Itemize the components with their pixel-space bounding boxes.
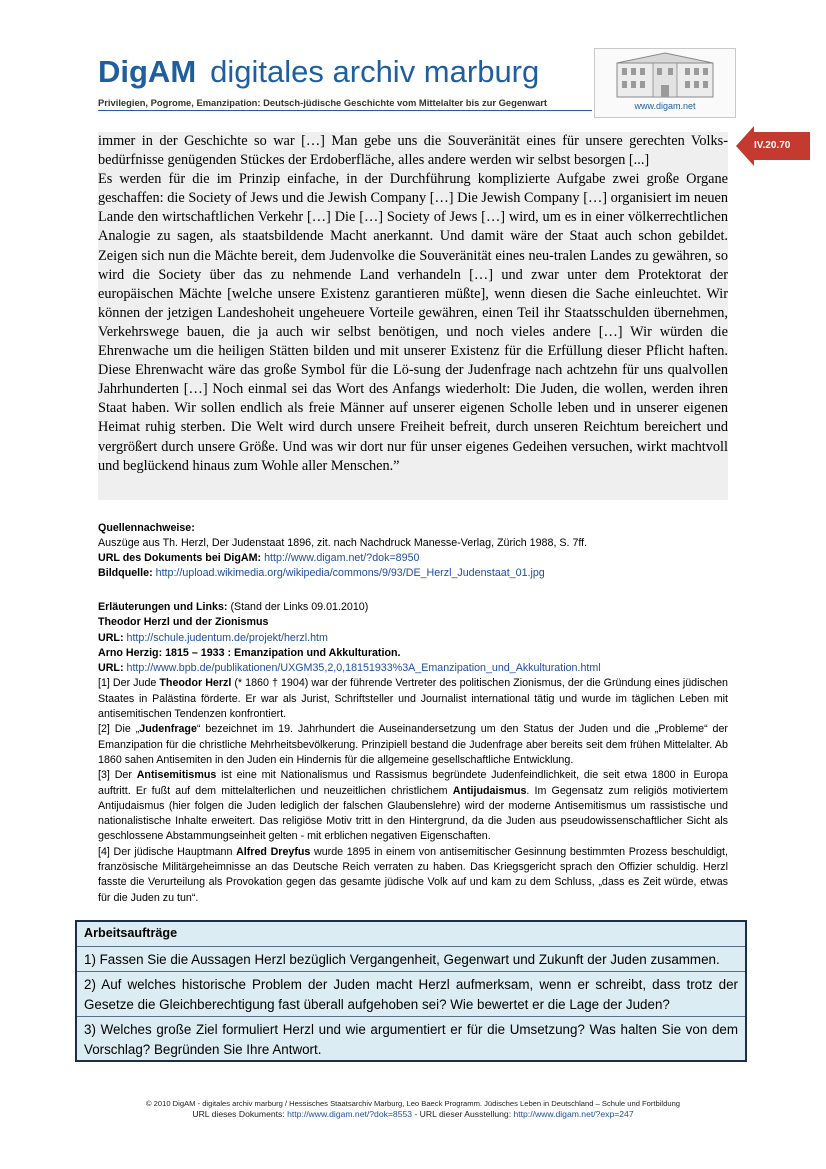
- brand-title: [98, 54, 539, 90]
- footer-exhibition-link[interactable]: http://www.digam.net/?exp=247: [513, 1109, 634, 1119]
- tasks-heading: Arbeitsaufträge: [84, 926, 178, 940]
- header-divider: [98, 110, 592, 111]
- url-label: URL:: [98, 662, 124, 675]
- image-source-label: Bildquelle:: [98, 567, 153, 579]
- brand-long: digitales archiv marburg: [210, 54, 540, 89]
- sources-heading: Quellennachweise:: [98, 522, 195, 534]
- task-item: 1) Fassen Sie die Aussagen Herzl bezüglich Vergangenheit, Gegenwart und Zukunft der Juden zusammen.: [77, 946, 745, 970]
- brand-short: DigAM: [98, 54, 197, 89]
- page-footer: [60, 1099, 766, 1119]
- footnote-3: [3] Der Antisemitismus ist eine mit Nationalismus und Rassismus begründete Judenfeindlichkeit, die seit etwa 1800 in Europa auftritt. Er fußt auf dem mittelalterlichen und neuzeitlichen christlichem Antijudaismus. Im Gegensatz zum religiös motiviertem Antijudaismus (hier folgen die Juden lediglich der falschen Glaubenslehre) wird der moderne Antisemitismus um rassistische und nationalistische Inhalte erweitert. Das religiöse Motiv tritt in den Hintergrund, da die Juden aus pseudowissenschaftlicher Sicht als geschlossene Abstammungseinheit gelten - mit erblichen negativen Eigenschaften.: [98, 769, 728, 843]
- quote-paragraph: immer in der Geschichte so war […] Man gebe uns die Souveränität eines für unsere gerechten Volks-bedürfnisse genügenden Stückes der Erdoberfläche, alles andere werden wir selbst besorgen [...]: [98, 133, 728, 169]
- page-header: [98, 52, 734, 116]
- doc-url-link[interactable]: http://www.digam.net/?dok=8950: [264, 552, 420, 564]
- doc-url-label: URL des Dokuments bei DigAM:: [98, 552, 262, 564]
- archive-building-icon: [603, 51, 727, 99]
- tasks-box: [75, 920, 747, 1062]
- footnote-2: [2] Die „Judenfrage“ bezeichnet im 19. Jahrhundert die Auseinandersetzung um den Status der Juden und die „Probleme“ der Emanzipation für die christliche Mehrheitsbevölkerung. Prinzipiell bestand die Judenfrage aber bereits seit dem frühen Mittelalter. Ab 1860 sahen Antisemiten in den Juden ein Hindernis für die allgemeine gesellschaftliche Entwicklung.: [98, 723, 728, 766]
- task-item: 3) Welches große Ziel formuliert Herzl und wie argumentiert er für die Umsetzung? Was halten Sie von dem Vorschlag? Begründen Sie Ihre Antwort.: [77, 1016, 745, 1060]
- sources-section: [98, 521, 728, 581]
- logo-url[interactable]: www.digam.net: [634, 101, 696, 111]
- footer-doc-link[interactable]: http://www.digam.net/?dok=8553: [287, 1109, 413, 1119]
- link1-title: Theodor Herzl und der Zionismus: [98, 616, 269, 629]
- link2-title: Arno Herzig: 1815 – 1933 : Emanzipation und Akkulturation.: [98, 646, 401, 659]
- document-number: IV.20.70: [754, 140, 791, 151]
- explanations-note: (Stand der Links 09.01.2010): [230, 601, 369, 613]
- footnote-4: [4] Der jüdische Hauptmann Alfred Dreyfus wurde 1895 in einem von antisemitischer Gesinnung bestimmten Prozess beschuldigt, französische Militärgeheimnisse an das Deutsche Reich verraten zu haben. Das Kriegsgericht sprach den Offizier schuldig. Herzl fasste die Verurteilung als Provokation gegen das gesamte jüdische Volk auf und kam zu dem Schluss, „dass es Zeit würde, etwas für die Juden zu tun“.: [98, 845, 728, 904]
- quote-paragraph: Es werden für die im Prinzip einfache, in der Durchführung komplizierte Aufgabe zwei große Organe geschaffen: die Society of Jews und die Jewish Company […] Die Jewish Company […] organisiert im neuen Lande den wirtschaftlichen Verkehr […] Die […] Society of Jews […] wird, um es in einer völkerrechtlichen Analogie zu sagen, als staatsbildende Macht anerkannt. Und damit wäre der Staat auch schon gebildet. Zeigen sich nun die Mächte bereit, dem Judenvolke die Souveränität eines neu-tralen Landes zu gewähren, so wird die Society über das zu nehmende Land verhandeln […] und zwar unter dem Protektorat der europäischen Mächte [welche unsere Existenz garantieren müßte], wenn diesen die Sache einleuchtet. Wir können der jetzigen Landeshoheit ungeheuere Vorteile gewähren, einen Teil ihr Staatsschulden übernehmen, Verkehrswege bauen, die ja auch wir selbst benötigen, und noch vieles andere […] Wir würden die Ehrenwache um die heiligen Stätten bilden und mit unserer Existenz für die Erfüllung dieser Pflicht haften. Diese Ehrenwacht wäre das große Symbol für die Lö-sung der Judenfrage nach achtzehn für uns qualvollen Jahrhunderten […] Noch einmal sei das Wort des Anfangs wiederholt: Die Juden, die wollen, werden ihren Staat haben. Wir sollen endlich als freie Männer auf unserer eigenen Scholle leben und in unserer eigenen Heimat ruhig sterben. Die Welt wird durch unsere Freiheit befreit, durch unseren Reichtum bereichert und vergrößert durch unsere Größe. Und was wir dort nur für unser eigenes Gedeihen versuchen, wirkt machtvoll und beglückend hinaus zum Wohle aller Menschen.”: [98, 171, 728, 474]
- link1-url[interactable]: http://schule.judentum.de/projekt/herzl.htm: [126, 631, 328, 644]
- link2-url[interactable]: http://www.bpb.de/publikationen/UXGM35,2,0,18151933%3A_Emanzipation_und_Akkulturation.html: [126, 662, 601, 675]
- explanations-section: [98, 600, 728, 906]
- archive-logo[interactable]: [594, 48, 736, 118]
- explanations-heading: Erläuterungen und Links:: [98, 601, 228, 613]
- footer-copyright: © 2010 DigAM - digitales archiv marburg / Hessisches Staatsarchiv Marburg, Leo Baeck Programm. Jüdisches Leben in Deutschland – Schule und Fortbildung: [145, 1099, 681, 1108]
- task-item: 2) Auf welches historische Problem der Juden macht Herzl aufmerksam, wenn er schreibt, dass trotz der Gesetze die Gleichberechtigung fast überall aufgehoben sei? Wie bewertet er die Lage der Juden?: [77, 971, 745, 1015]
- source-quote: [98, 132, 728, 500]
- footnote-1: [1] Der Jude Theodor Herzl (* 1860 † 1904) war der führende Vertreter des politischen Zionismus, der die Gründung eines jüdischen Staates in Palästina förderte. Er war als Jurist, Schriftsteller und Journalist international tätig und wurde im täglichen Leben mit antisemitischen Tendenzen konfrontiert.: [98, 677, 728, 721]
- footer-urls: URL dieses Dokuments: http://www.digam.net/?dok=8553 - URL dieser Ausstellung: http://www.digam.net/?exp=247: [192, 1109, 634, 1119]
- tagline: Privilegien, Pogrome, Emanzipation: Deutsch-jüdische Geschichte vom Mittelalter bis zur Gegenwart: [98, 97, 548, 108]
- url-label: URL:: [98, 631, 124, 644]
- image-source-link[interactable]: http://upload.wikimedia.org/wikipedia/commons/9/93/DE_Herzl_Judenstaat_01.jpg: [155, 567, 545, 579]
- sources-citation: Auszüge aus Th. Herzl, Der Judenstaat 1896, zit. nach Nachdruck Manesse-Verlag, Zürich 1988, S. 7ff.: [98, 537, 588, 549]
